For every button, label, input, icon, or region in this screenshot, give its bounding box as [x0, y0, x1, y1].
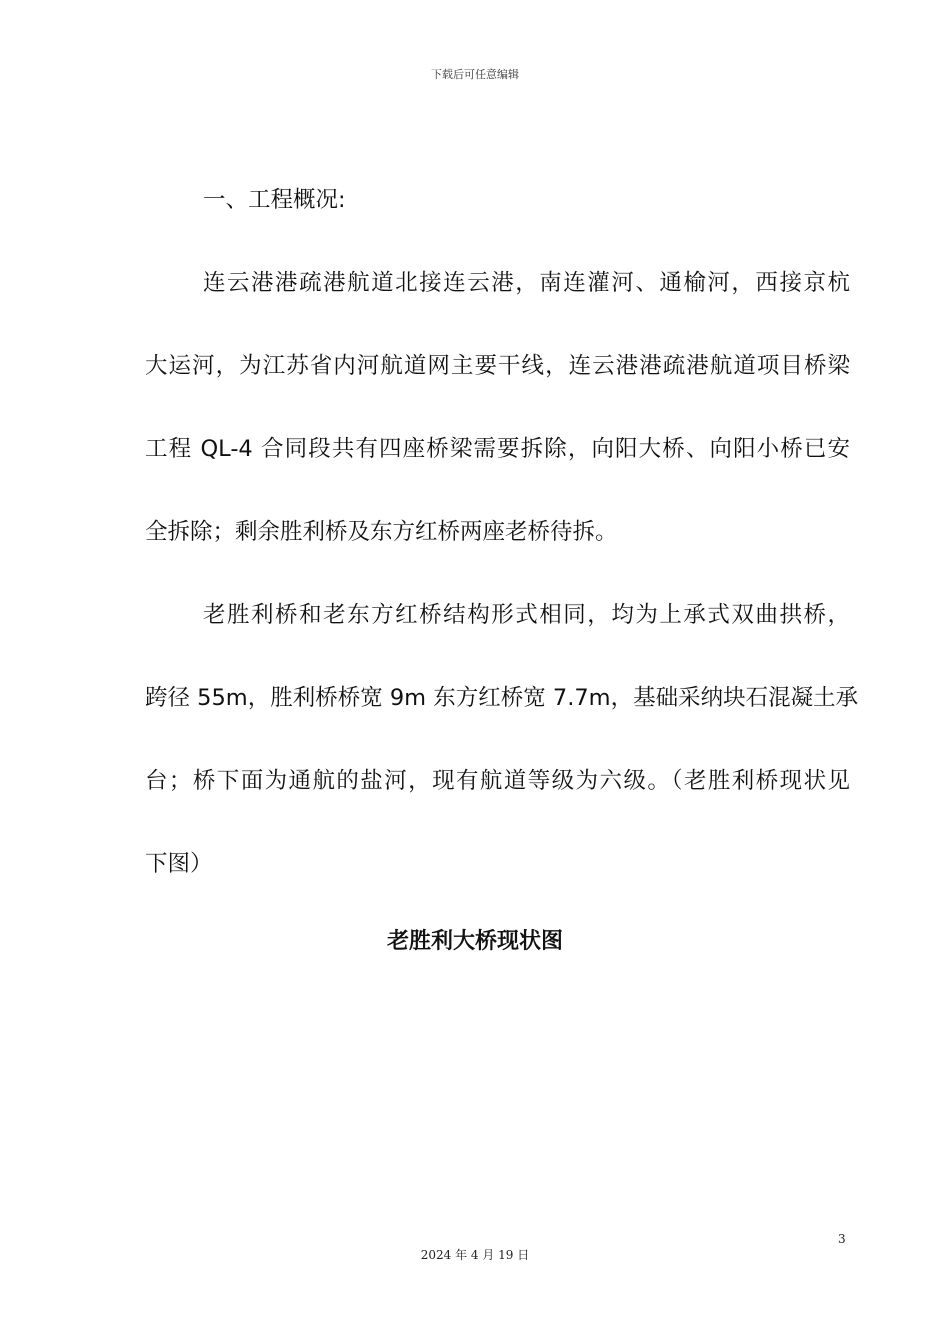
main-content	[145, 180, 859, 927]
page-number: 3	[838, 1232, 846, 1246]
header-note: 下载后可任意编辑	[431, 68, 519, 81]
section-heading: 一、工程概况:	[203, 187, 346, 213]
paragraph-1-line-2: 大运河，为江苏省内河航道网主要干线，连云港港疏港航道项目桥梁	[145, 353, 850, 379]
paragraph-2-line-2: 跨径 55m，胜利桥桥宽 9m 东方红桥宽 7.7m，基础采纳块石混凝土承	[145, 685, 859, 711]
paragraph-1-line-3: 工程 QL-4 合同段共有四座桥梁需要拆除，向阳大桥、向阳小桥已安	[145, 436, 850, 462]
paragraph-2-line-4: 下图）	[145, 851, 213, 877]
figure-caption: 老胜利大桥现状图	[386, 929, 563, 954]
paragraph-1-line-4: 全拆除；剩余胜利桥及东方红桥两座老桥待拆。	[145, 519, 618, 545]
paragraph-1-line-1: 连云港港疏港航道北接连云港，南连灌河、通榆河，西接京杭	[203, 270, 850, 296]
paragraph-2-line-1: 老胜利桥和老东方红桥结构形式相同，均为上承式双曲拱桥，	[203, 602, 850, 628]
paragraph-2-line-3: 台；桥下面为通航的盐河，现有航道等级为六级。（老胜利桥现状见	[145, 768, 850, 794]
footer-date: 2024 年 4 月 19 日	[420, 1248, 530, 1262]
